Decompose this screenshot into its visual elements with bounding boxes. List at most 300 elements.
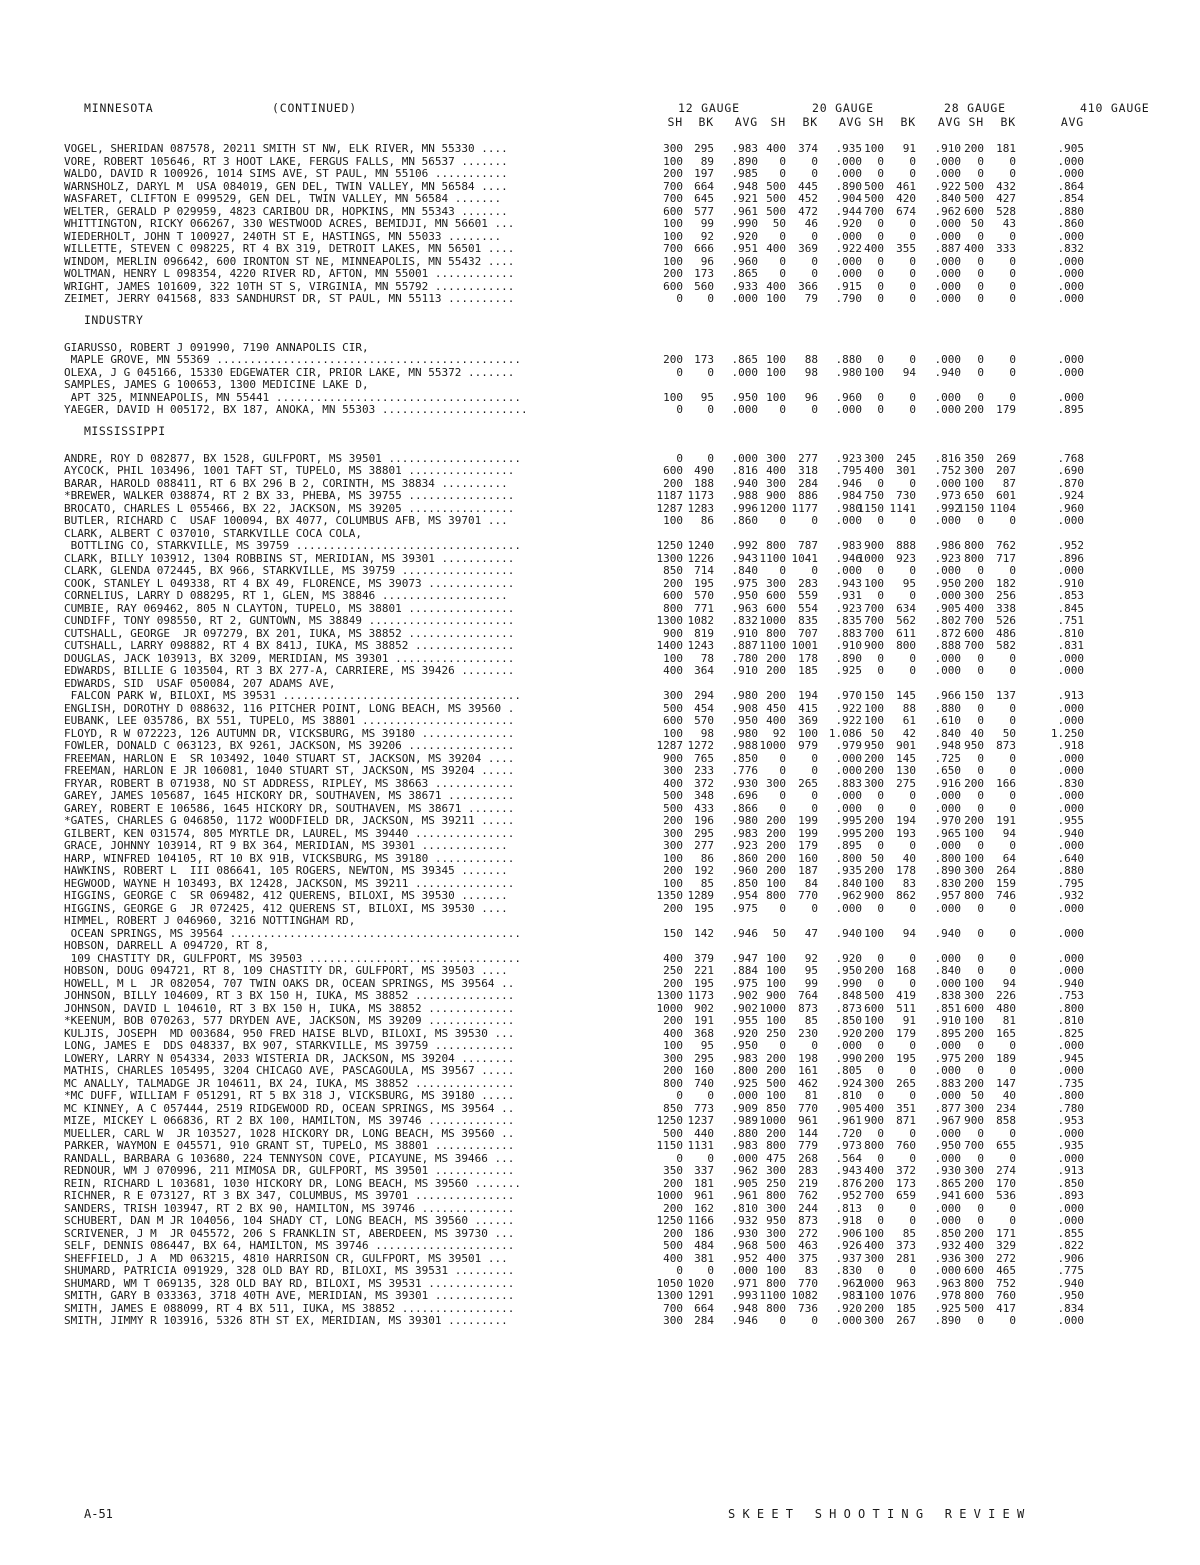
score-cell: .802	[934, 614, 961, 627]
score-cell: 181	[996, 142, 1016, 155]
score-cell: 500	[864, 989, 884, 1002]
score-cell: 0	[877, 789, 884, 802]
score-cell: .690	[1057, 464, 1084, 477]
score-cell: .950	[934, 576, 961, 590]
score-cell: 100	[663, 726, 683, 740]
table-row	[64, 815, 1194, 828]
score-cell: 300	[766, 476, 786, 490]
score-cell: 200	[964, 776, 984, 790]
score-cell: .932	[934, 1239, 961, 1252]
column-header: AVG	[838, 115, 862, 129]
score-cell: 600	[766, 601, 786, 615]
score-cell: 200	[864, 1176, 884, 1190]
publication-title: S K E E T S H O O T I N G R E V I E W	[728, 1507, 1025, 1521]
score-cell: 0	[1009, 365, 1016, 379]
score-cell: .930	[934, 1164, 961, 1177]
score-cell: .887	[731, 639, 758, 652]
score-cell: 200	[766, 1051, 786, 1065]
score-cell: .913	[1057, 1164, 1084, 1177]
table-row	[64, 503, 1194, 516]
score-cell: 0	[977, 267, 984, 280]
column-header: AVG	[1060, 115, 1084, 129]
score-cell: 379	[694, 951, 714, 965]
score-cell: 160	[798, 851, 818, 865]
score-cell: .832	[1057, 242, 1084, 255]
score-cell: 400	[663, 1251, 683, 1265]
score-cell: 500	[766, 1239, 786, 1252]
score-cell: .000	[1057, 926, 1084, 940]
score-cell: 226	[996, 989, 1016, 1002]
score-cell: 0	[1009, 751, 1016, 765]
score-cell: 100	[663, 229, 683, 243]
score-cell: 1150	[957, 501, 984, 515]
score-cell: 400	[864, 242, 884, 255]
score-cell: .000	[934, 651, 961, 665]
shooter-entry: REDNOUR, WM J 070996, 211 MIMOSA DR, GULFPORT, MS 39501 ............	[64, 1165, 515, 1177]
score-cell: .850	[731, 876, 758, 890]
score-cell: 0	[811, 514, 818, 527]
score-cell: 1289	[687, 889, 714, 902]
score-cell: .918	[1057, 739, 1084, 752]
score-cell: .990	[731, 217, 758, 230]
table-row	[64, 367, 1194, 380]
score-cell: .940	[731, 476, 758, 490]
score-cell: 196	[694, 814, 714, 827]
score-cell: 1000	[857, 551, 884, 565]
column-header: SH	[968, 115, 984, 129]
score-cell: 655	[996, 1139, 1016, 1152]
score-cell: 0	[909, 229, 916, 243]
score-cell: 91	[902, 1014, 916, 1027]
score-cell: 400	[964, 601, 984, 615]
score-cell: .965	[934, 826, 961, 840]
score-cell: 900	[864, 639, 884, 652]
score-cell: 333	[996, 242, 1016, 255]
score-cell: .000	[934, 839, 961, 852]
score-cell: 582	[996, 639, 1016, 652]
score-cell: .963	[731, 601, 758, 615]
score-cell: 194	[896, 814, 916, 827]
score-cell: 99	[700, 217, 714, 230]
score-cell: 200	[663, 1176, 683, 1190]
shooter-entry: YAEGER, DAVID H 005172, BX 187, ANOKA, MN 55303 ......................	[64, 404, 528, 416]
score-cell: 92	[772, 726, 786, 740]
score-cell: 0	[877, 1126, 884, 1140]
score-cell: 0	[779, 229, 786, 243]
table-row	[64, 1165, 1194, 1178]
score-cell: .895	[1057, 403, 1084, 416]
score-cell: .992	[934, 501, 961, 515]
score-cell: .971	[731, 1276, 758, 1290]
score-cell: 800	[663, 601, 683, 615]
shooter-entry: RANDALL, BARBARA G 103680, 224 TENNYSON COVE, PICAYUNE, MS 39466 ...	[64, 1152, 515, 1165]
score-cell: 50	[1002, 726, 1016, 740]
shooter-entry: SELF, DENNIS 086447, BX 64, HAMILTON, MS 39746 .....................	[64, 1240, 515, 1252]
score-cell: 0	[977, 167, 984, 180]
score-cell: .955	[1057, 814, 1084, 827]
score-cell: .904	[835, 192, 862, 205]
score-cell: 85	[804, 1014, 818, 1027]
score-cell: 200	[864, 1051, 884, 1065]
score-cell: 95	[804, 964, 818, 977]
score-cell: 850	[663, 1101, 683, 1115]
shooter-entry: SHUMARD, PATRICIA 091929, 328 OLD BAY RD, BILOXI, MS 39531 .........	[64, 1265, 515, 1277]
score-cell: .000	[1057, 154, 1084, 168]
score-cell: .810	[731, 1201, 758, 1215]
table-row	[64, 703, 1194, 716]
score-cell: .915	[835, 279, 862, 293]
score-cell: 300	[964, 864, 984, 877]
score-cell: .735	[1057, 1076, 1084, 1090]
score-cell: 465	[996, 1264, 1016, 1277]
score-cell: 173	[694, 267, 714, 280]
table-row	[64, 1278, 1194, 1291]
score-cell: 145	[896, 689, 916, 702]
score-cell: .000	[934, 1126, 961, 1140]
score-cell: 0	[676, 403, 683, 416]
score-cell: .000	[934, 267, 961, 280]
score-cell: .910	[731, 626, 758, 640]
table-row	[64, 603, 1194, 616]
table-row	[64, 715, 1194, 728]
score-cell: .985	[731, 167, 758, 180]
score-cell: 700	[964, 614, 984, 627]
score-cell: 0	[977, 664, 984, 677]
table-row	[64, 206, 1194, 219]
score-cell: 265	[798, 776, 818, 790]
score-cell: 400	[864, 1101, 884, 1115]
score-cell: .890	[835, 651, 862, 665]
score-cell: 100	[663, 254, 683, 268]
score-cell: 0	[877, 514, 884, 527]
score-cell: 0	[877, 1264, 884, 1277]
shooter-entry: CORNELIUS, LARRY D 088295, RT 1, GLEN, MS 38846 ...................	[64, 590, 508, 602]
shooter-entry: CUTSHALL, GEORGE JR 097279, BX 201, IUKA, MS 38852 ................	[64, 627, 515, 640]
shooter-entry: HIGGINS, GEORGE C SR 069482, 412 QUERENS, BILOXI, MS 39530 .......	[64, 890, 508, 902]
score-cell: 0	[909, 390, 916, 404]
score-cell: .880	[1057, 864, 1084, 877]
table-row	[64, 1015, 1194, 1028]
score-cell: .000	[835, 267, 862, 280]
score-cell: 850	[663, 564, 683, 577]
score-cell: 0	[977, 1064, 984, 1077]
score-cell: 1350	[656, 889, 683, 902]
score-cell: .810	[1057, 626, 1084, 640]
score-cell: 200	[864, 751, 884, 765]
score-cell: .926	[835, 1239, 862, 1252]
score-cell: 1020	[687, 1276, 714, 1290]
score-cell: 100	[766, 390, 786, 404]
score-cell: 0	[779, 1039, 786, 1052]
shooter-entry: AYCOCK, PHIL 103496, 1001 TAFT ST, TUPELO, MS 38801 ................	[64, 465, 515, 477]
score-cell: .000	[934, 292, 961, 305]
score-cell: 0	[1009, 167, 1016, 180]
score-cell: 1187	[656, 489, 683, 502]
score-cell: .983	[835, 1289, 862, 1302]
score-cell: 0	[1009, 664, 1016, 677]
score-cell: 40	[1002, 1089, 1016, 1102]
score-cell: 770	[798, 1276, 818, 1290]
score-cell: 400	[864, 464, 884, 477]
score-cell: 0	[909, 353, 916, 366]
score-cell: .816	[934, 451, 961, 465]
score-cell: 0	[977, 801, 984, 815]
score-cell: 200	[964, 814, 984, 827]
score-cell: 100	[964, 826, 984, 840]
score-cell: 886	[798, 489, 818, 502]
score-cell: .931	[835, 589, 862, 602]
shooter-entry: SMITH, JIMMY R 103916, 5326 8TH ST EX, MERIDIAN, MS 39301 .........	[64, 1315, 508, 1327]
table-row	[64, 1115, 1194, 1128]
score-cell: 1177	[791, 501, 818, 515]
score-cell: 0	[707, 1089, 714, 1102]
score-cell: 182	[996, 576, 1016, 590]
table-row	[64, 453, 1194, 466]
score-cell: 562	[896, 614, 916, 627]
score-cell: 800	[766, 1139, 786, 1152]
score-cell: 923	[896, 551, 916, 565]
shooter-entry: CUMBIE, RAY 069462, 805 N CLAYTON, TUPELO, MS 38801 ................	[64, 602, 515, 615]
score-cell: 500	[766, 1076, 786, 1090]
score-cell: 0	[811, 267, 818, 280]
score-cell: 0	[1009, 514, 1016, 527]
score-cell: .970	[934, 814, 961, 827]
table-row	[64, 1053, 1194, 1066]
score-cell: .855	[1057, 1226, 1084, 1240]
score-cell: .925	[934, 1301, 961, 1315]
shooter-entry: FALCON PARK W, BILOXI, MS 39531 ....................................	[64, 690, 521, 702]
score-cell: .810	[1057, 1014, 1084, 1027]
score-cell: 179	[996, 403, 1016, 416]
score-cell: 95	[700, 1039, 714, 1052]
score-cell: .000	[731, 1089, 758, 1102]
score-cell: .988	[731, 489, 758, 502]
score-cell: 0	[977, 964, 984, 977]
score-cell: 0	[1009, 254, 1016, 268]
score-cell: .816	[731, 464, 758, 477]
score-cell: 137	[996, 689, 1016, 702]
score-cell: 0	[909, 254, 916, 268]
score-cell: .840	[731, 564, 758, 577]
score-cell: 600	[663, 204, 683, 218]
score-cell: 300	[964, 1101, 984, 1115]
score-cell: 634	[896, 601, 916, 615]
score-cell: .895	[835, 839, 862, 852]
score-cell: 100	[663, 217, 683, 230]
score-cell: .000	[1057, 951, 1084, 965]
score-cell: 100	[663, 851, 683, 865]
score-cell: 256	[996, 589, 1016, 602]
score-cell: .961	[835, 1114, 862, 1127]
score-cell: 200	[864, 826, 884, 840]
score-cell: 194	[798, 689, 818, 702]
shooter-entry: JOHNSON, DAVID L 104610, RT 3 BX 150 H, IUKA, MS 38852 .............	[64, 1002, 515, 1015]
score-cell: .920	[835, 1301, 862, 1315]
score-cell: 0	[909, 267, 916, 280]
score-cell: .880	[835, 353, 862, 366]
score-cell: .830	[934, 876, 961, 890]
table-row	[64, 1003, 1194, 1016]
score-cell: 0	[877, 403, 884, 416]
score-cell: 338	[996, 601, 1016, 615]
score-cell: 329	[996, 1239, 1016, 1252]
score-cell: 1100	[759, 1289, 786, 1302]
score-cell: 611	[896, 626, 916, 640]
shooter-entry: COOK, STANLEY L 049338, RT 4 BX 49, FLORENCE, MS 39073 .............	[64, 577, 515, 590]
score-cell: 1000	[759, 1114, 786, 1127]
table-row	[64, 1265, 1194, 1278]
score-cell: .948	[934, 739, 961, 752]
score-cell: 0	[877, 292, 884, 305]
score-cell: 1000	[759, 614, 786, 627]
score-cell: 300	[964, 1164, 984, 1177]
score-cell: 274	[996, 1164, 1016, 1177]
table-row	[64, 853, 1194, 866]
score-cell: .883	[835, 626, 862, 640]
score-cell: .000	[934, 254, 961, 268]
score-cell: 50	[772, 217, 786, 230]
score-cell: 100	[864, 1014, 884, 1027]
score-cell: 300	[663, 764, 683, 777]
score-cell: .000	[1057, 564, 1084, 577]
table-row	[64, 1090, 1194, 1103]
score-cell: .960	[835, 390, 862, 404]
score-cell: .962	[835, 889, 862, 902]
score-cell: 0	[977, 254, 984, 268]
score-cell: 165	[996, 1026, 1016, 1040]
score-cell: 230	[798, 1026, 818, 1040]
shooter-entry: OLEXA, J G 045166, 15330 EDGEWATER CIR, PRIOR LAKE, MN 55372 .......	[64, 366, 515, 379]
score-cell: 144	[798, 1126, 818, 1140]
score-cell: .905	[835, 1101, 862, 1115]
score-cell: .992	[731, 539, 758, 552]
score-cell: 100	[964, 851, 984, 865]
score-cell: .925	[835, 664, 862, 677]
score-cell: 0	[811, 901, 818, 915]
score-cell: 0	[909, 403, 916, 416]
column-header: SH	[868, 115, 884, 129]
score-cell: .975	[731, 576, 758, 590]
shooter-entry: ENGLISH, DOROTHY D 088632, 116 PITCHER POINT, LONG BEACH, MS 39560 .	[64, 702, 515, 715]
score-cell: 0	[977, 365, 984, 379]
score-cell: 979	[798, 739, 818, 752]
shooter-entry: SCHUBERT, DAN M JR 104056, 104 SHADY CT, LONG BEACH, MS 39560 ......	[64, 1215, 515, 1227]
score-cell: 200	[663, 1014, 683, 1027]
score-cell: 0	[811, 751, 818, 765]
score-cell: .950	[835, 964, 862, 977]
score-cell: .910	[1057, 576, 1084, 590]
score-cell: 64	[1002, 851, 1016, 865]
score-cell: .909	[731, 1101, 758, 1115]
score-cell: .753	[1057, 989, 1084, 1002]
shooter-entry: HOBSON, DARRELL A 094720, RT 8,	[64, 940, 270, 952]
score-cell: 197	[694, 167, 714, 180]
score-cell: 0	[811, 154, 818, 168]
score-cell: 420	[896, 192, 916, 205]
shooter-entry: HARP, WINFRED 104105, RT 10 BX 91B, VICKSBURG, MS 39180 ............	[64, 852, 515, 865]
score-cell: 0	[977, 926, 984, 940]
score-cell: .000	[835, 254, 862, 268]
table-row	[64, 1215, 1194, 1228]
score-cell: .888	[934, 639, 961, 652]
shooter-entry: EDWARDS, BILLIE G 103504, RT 3 BX 277-A, CARRIERE, MS 39426 ........	[64, 665, 515, 677]
score-cell: 85	[700, 876, 714, 890]
table-row	[64, 653, 1194, 666]
table-row	[64, 803, 1194, 816]
score-cell: 500	[964, 179, 984, 193]
score-cell: .850	[934, 1226, 961, 1240]
score-cell: .800	[1057, 1089, 1084, 1102]
score-cell: .948	[731, 179, 758, 193]
score-cell: 100	[766, 976, 786, 990]
score-cell: 900	[766, 989, 786, 1002]
score-cell: .000	[934, 403, 961, 416]
score-cell: 528	[996, 204, 1016, 218]
score-cell: 1250	[656, 1114, 683, 1127]
shooter-entry: WILLETTE, STEVEN C 098225, RT 4 BX 319, DETROIT LAKES, MN 56501 ....	[64, 243, 515, 255]
score-cell: 500	[663, 1239, 683, 1252]
score-cell: .922	[835, 701, 862, 715]
score-cell: 800	[663, 1076, 683, 1090]
score-cell: 0	[977, 279, 984, 293]
shooter-entry: LOWERY, LARRY N 054334, 2033 WISTERIA DR, JACKSON, MS 39204 ........	[64, 1052, 515, 1065]
score-cell: 40	[902, 851, 916, 865]
table-row	[64, 243, 1194, 256]
score-cell: .000	[934, 476, 961, 490]
score-cell: 1287	[656, 739, 683, 752]
score-cell: 0	[877, 1214, 884, 1227]
table-row	[64, 379, 1194, 392]
score-cell: 0	[977, 514, 984, 527]
score-cell: .000	[835, 1314, 862, 1327]
shooter-entry: WHITTINGTON, RICKY 066267, 330 WESTWOOD ACRES, BEMIDJI, MN 56601 ...	[64, 218, 515, 230]
score-cell: 1243	[687, 639, 714, 652]
score-cell: 78	[700, 651, 714, 665]
score-cell: 85	[902, 1226, 916, 1240]
score-cell: 700	[864, 204, 884, 218]
score-cell: 480	[996, 1001, 1016, 1015]
score-cell: 0	[909, 1264, 916, 1277]
score-cell: 0	[977, 390, 984, 404]
score-cell: 100	[766, 292, 786, 305]
score-cell: 200	[766, 664, 786, 677]
score-cell: .943	[835, 576, 862, 590]
score-cell: 0	[977, 951, 984, 965]
score-cell: 700	[663, 179, 683, 193]
score-cell: .940	[1057, 976, 1084, 990]
score-cell: .000	[934, 167, 961, 180]
gauge-heading-12: 12 GAUGE	[678, 101, 740, 115]
score-cell: 0	[779, 751, 786, 765]
table-row	[64, 840, 1194, 853]
shooter-entry: GILBERT, KEN 031574, 805 MYRTLE DR, LAUREL, MS 39440 ...............	[64, 827, 515, 840]
score-cell: 192	[694, 864, 714, 877]
score-cell: .000	[1057, 1314, 1084, 1327]
shooter-entry: CUTSHALL, LARRY 098882, RT 4 BX 841J, IUKA, MS 38852 ...............	[64, 640, 515, 652]
score-cell: .918	[835, 1214, 862, 1227]
score-cell: 269	[996, 451, 1016, 465]
shooter-entry: SANDERS, TRISH 103947, RT 2 BX 90, HAMILTON, MS 39746 ..............	[64, 1202, 515, 1215]
score-cell: 186	[694, 1226, 714, 1240]
score-cell: 714	[694, 564, 714, 577]
score-cell: 94	[1002, 976, 1016, 990]
score-cell: 871	[896, 1114, 916, 1127]
section-gap	[64, 334, 1194, 342]
score-cell: 419	[896, 989, 916, 1002]
score-cell: 0	[1009, 701, 1016, 715]
score-cell: 0	[1009, 1314, 1016, 1327]
score-cell: 0	[909, 801, 916, 815]
